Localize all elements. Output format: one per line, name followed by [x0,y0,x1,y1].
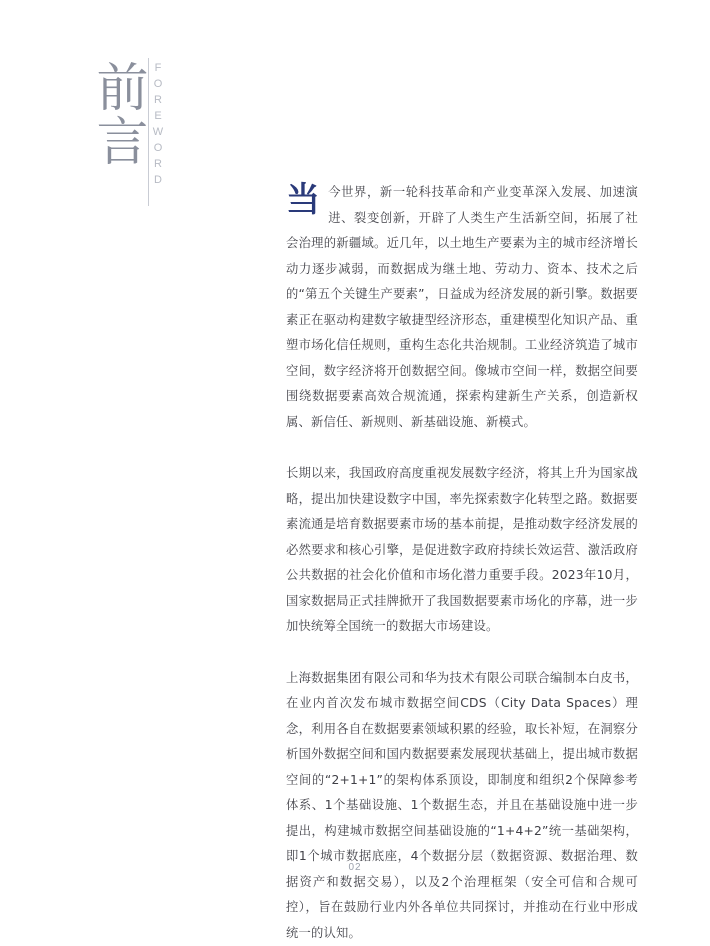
drop-cap: 当 [286,182,320,218]
paragraph-1 [286,180,638,435]
paragraph-3: 上海数据集团有限公司和华为技术有限公司联合编制本白皮书，在业内首次发布城市数据空间CDS（City Data Spaces）理念，利用各自在数据要素领域积累的经验，取长补短，在洞察分析国外数据空间和国内数据要素发展现状基础上，提出城市数据空间的“2+1+1”的架构体系顶设，即制度和组织2个保障参考体系、1个基础设施、1个数据生态，并且在基础设施中进一步提出，构建城市数据空间基础设施的“1+4+2”统一基础架构，即1个城市数据底座，4个数据分层（数据资源、数据治理、数据资产和数据交易），以及2个治理框架（安全可信和合规可控），旨在鼓励行业内外各单位共同探讨，并推动在行业中形成统一的认知。 [286,666,638,946]
chapter-title: 前言 [72,60,148,210]
paragraph-2: 长期以来，我国政府高度重视发展数字经济，将其上升为国家战略，提出加快建设数字中国，率先探索数字化转型之路。数据要素流通是培育数据要素市场的基本前提，是推动数字经济发展的必然要求和核心引擎，是促进数字政府持续长效运营、激活政府公共数据的社会化价值和市场化潜力重要手段。2023年10月，国家数据局正式挂牌掀开了我国数据要素市场化的序幕，进一步加快统筹全国统一的数据大市场建设。 [286,461,638,640]
page-number: 02 [0,862,710,873]
body-column [286,180,638,946]
paragraph-1-text: 今世界，新一轮科技革命和产业变革深入发展、加速演进、裂变创新，开辟了人类生产生活新空间，拓展了社会治理的新疆域。近几年，以土地生产要素为主的城市经济增长动力逐步减弱，而数据成为继土地、劳动力、资本、技术之后的“第五个关键生产要素”，日益成为经济发展的新引擎。数据要素正在驱动构建数字敏捷型经济形态，重建模型化知识产品、重塑市场化信任规则，重构生态化共治规制。工业经济筑造了城市空间，数字经济将开创数据空间。像城市空间一样，数据空间要围绕数据要素高效合规流通，探索构建新生产关系，创造新权属、新信任、新规则、新基础设施、新模式。 [286,185,638,429]
vertical-divider [148,58,149,206]
chapter-subtitle: FOREWORD [152,62,164,202]
